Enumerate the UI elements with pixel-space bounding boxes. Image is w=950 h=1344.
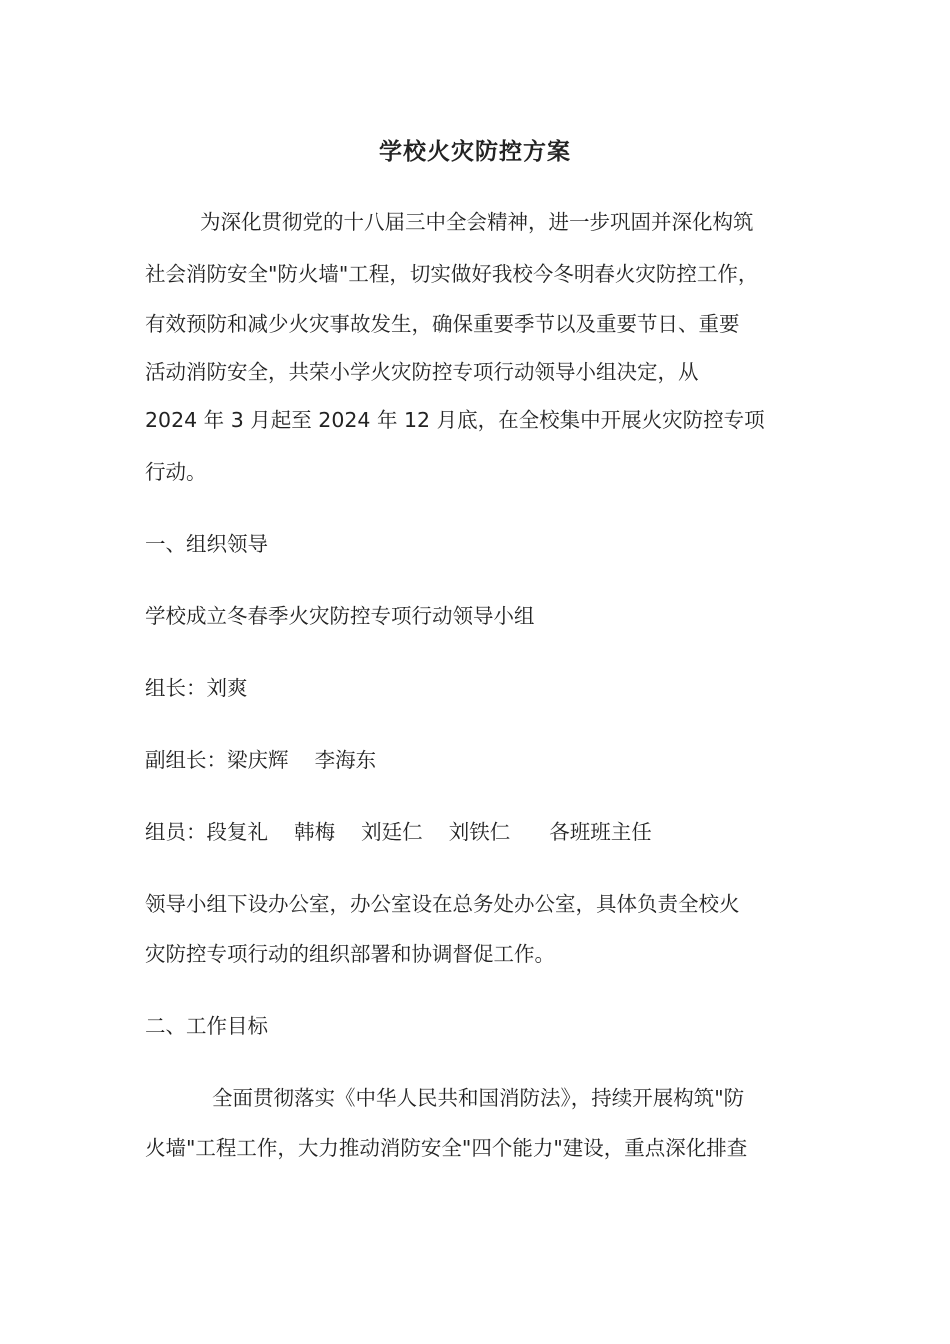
group-established-text: 学校成立冬春季火灾防控专项行动领导小组 (145, 604, 535, 628)
section-heading-goals: 二、工作目标 (145, 1014, 268, 1038)
goals-line-1: 全面贯彻落实《中华人民共和国消防法》，持续开展构筑"防 (212, 1086, 745, 1110)
deputy-leaders: 副组长：梁庆辉 李海东 (145, 748, 377, 772)
intro-line-6: 行动。 (145, 460, 207, 484)
goals-line-2: 火墙"工程工作，大力推动消防安全"四个能力"建设，重点深化排查 (145, 1136, 748, 1160)
intro-line-5: 2024 年 3 月起至 2024 年 12 月底，在全校集中开展火灾防控专项 (145, 408, 765, 432)
intro-line-4: 活动消防安全，共荣小学火灾防控专项行动领导小组决定，从 (145, 360, 699, 384)
group-leader: 组长：刘爽 (145, 676, 248, 700)
group-members: 组员：段复礼 韩梅 刘廷仁 刘铁仁 各班班主任 (145, 820, 652, 844)
document-title: 学校火灾防控方案 (379, 139, 571, 165)
intro-line-1: 为深化贯彻党的十八届三中全会精神，进一步巩固并深化构筑 (200, 210, 754, 234)
section-heading-organization: 一、组织领导 (145, 532, 268, 556)
office-line-2: 灾防控专项行动的组织部署和协调督促工作。 (145, 942, 555, 966)
intro-line-3: 有效预防和减少火灾事故发生，确保重要季节以及重要节日、重要 (145, 312, 740, 336)
office-line-1: 领导小组下设办公室，办公室设在总务处办公室，具体负责全校火 (145, 892, 740, 916)
intro-line-2: 社会消防安全"防火墙"工程，切实做好我校今冬明春火灾防控工作， (145, 262, 759, 286)
